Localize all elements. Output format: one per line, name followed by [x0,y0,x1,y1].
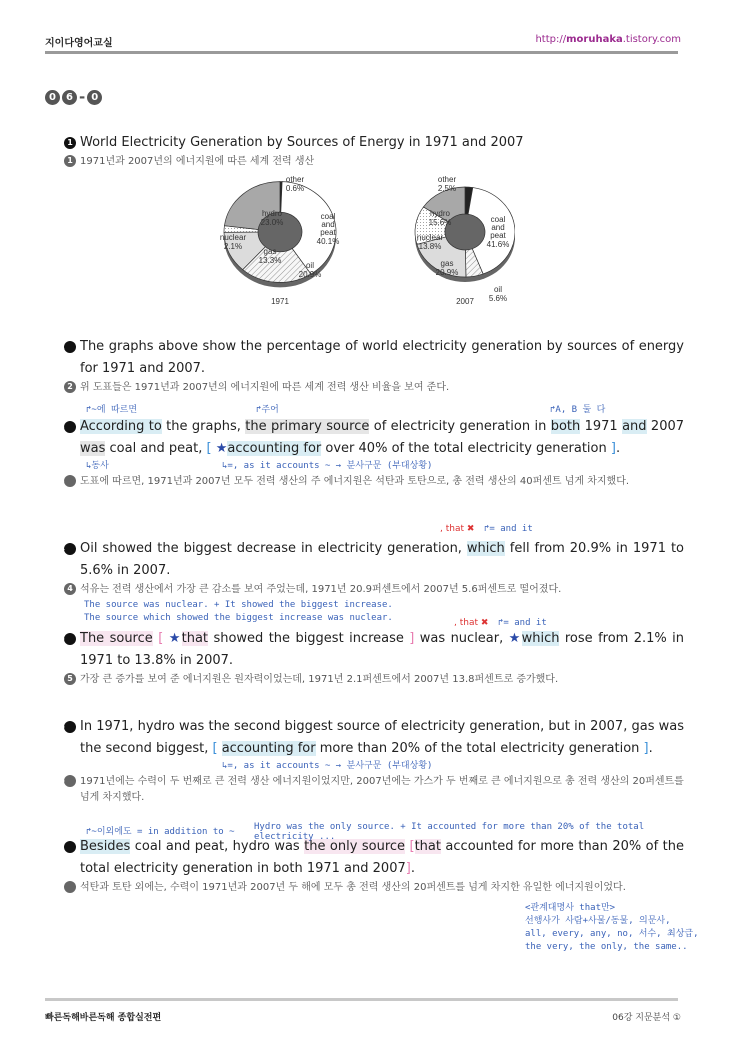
text: more than 20% of the total electricity generation [315,741,644,756]
item-6-ko-text: 1971년에는 수력이 두 번째로 큰 전력 생산 에너지원이었지만, 2007년에는 가스가 두 번째로 큰 에너지원으로 총 전력 생산의 20퍼센트를 넘게 차지했다. [80,776,684,803]
label-gas: gas [263,247,277,256]
label-nuclear-value: 2.1% [223,242,243,251]
item-2-text: The graphs above show the percentage of world electricity generation by sources of energy for 1971 and 2007. [80,339,684,376]
label-oil: oil [493,285,503,294]
star-icon: ★ [168,631,182,646]
item-3 [59,402,685,490]
text: In 1971, hydro was the second biggest source of electricity generation, but in 2007, gas was the second biggest, [80,719,684,756]
item-number: 6 [64,721,76,733]
text: coal and peat, [105,441,207,456]
item-number: 4 [64,543,76,555]
item-3-annotations-bottom [64,460,684,474]
section-id [45,88,102,106]
note-line: <관계대명사 that만> [525,903,616,913]
item-4-ko-text: 석유는 전력 생산에서 가장 큰 감소를 보여 주었는데, 1971년 20.9퍼센트에서 2007년 5.6퍼센트로 떨어졌다. [80,584,562,595]
item-number: 1 [64,155,76,167]
annotation-red: , that ✖ [440,524,475,534]
highlight: Besides [80,839,131,854]
label-coal: peat [320,228,336,237]
label-other-value: 0.6% [285,184,305,193]
annotation-line: The source was nuclear. + It showed the biggest increase. [84,600,393,610]
label-nuclear-value: 13.8% [418,242,442,251]
chart-year-2007: 2007 [456,297,474,306]
note-line: the very, the only, the same.. [525,942,688,952]
label-oil-value: 5.6% [488,294,508,303]
item-2 [59,336,684,396]
text: rose from 2.1% in 1971 to 13.8% in 2007. [80,631,685,668]
label-other: other [437,175,457,184]
item-2-english [59,336,684,380]
item-7-english [59,836,684,880]
annotation: ↱= and it [498,618,547,628]
highlight-verb: was [80,441,106,456]
item-6 [59,716,684,806]
item-number: 1 [64,137,76,149]
annotation: ↳동사 [86,461,109,471]
footer-page-info: 06강 지문분석 ① [612,1013,681,1023]
header-divider [45,51,678,54]
item-3-english [59,416,685,460]
bracket-close: ] [643,741,649,756]
star-icon: ★ [215,441,228,456]
text: fell from 20.9% in 1971 to 5.6% in 2007. [80,541,684,578]
text: . [410,861,415,876]
footer-divider [45,998,678,1001]
bracket-open: [ [409,839,415,854]
text: over 40% of the total electricity generation [321,441,611,456]
text: 2007 [646,419,685,434]
label-nuclear: nuclear [416,233,444,242]
text: accounted for more than 20% of the total electricity generation in both 1971 and 2007 [80,839,684,876]
item-1 [64,132,684,170]
item-5-annotations [64,600,684,628]
annotation: Hydro was the only source. + It accounted for more than 20% of the total electricity ... [254,822,645,842]
highlight: the only source [304,839,406,854]
bracket-open: [ [158,631,164,646]
pie-charts [215,170,515,310]
text: 1971 [580,419,623,434]
item-5-korean [64,672,684,688]
section-digit-1: 0 [45,90,60,105]
item-number: 2 [64,341,76,353]
item-number: 3 [64,421,76,433]
text: was nuclear, [414,631,509,646]
label-gas-value: 13.3% [258,256,282,265]
highlight: that [414,839,441,854]
label-other-value: 2.5% [437,184,457,193]
bracket-open: [ [206,441,212,456]
item-7-korean [59,880,684,896]
item-2-ko-text: 위 도표들은 1971년과 2007년의 에너지원에 따른 세계 전력 생산 비율을 보여 준다. [80,382,450,393]
label-gas-value: 20.9% [435,268,459,277]
highlight: accounting for [221,741,316,756]
item-number: 2 [64,381,76,393]
item-6-english [59,716,684,760]
item-7-ko-text: 석탄과 토탄 외에는, 수력이 1971년과 2007년 두 해에 모두 총 전력 생산의 20퍼센트를 넘게 차지한 유일한 에너지원이었다. [80,882,626,893]
item-number: 7 [64,881,76,893]
item-7-annotations-top [64,820,684,842]
url-prefix: http:// [535,34,567,45]
label-coal-value: 40.1% [316,237,340,246]
star-icon: ★ [508,631,522,646]
annotation: ↳=, as it accounts ~ → 분사구문 (부대상황) [222,761,433,771]
item-number: 5 [64,633,76,645]
bracket-close: ] [405,861,411,876]
highlight: The source [80,631,153,646]
highlight: which [521,631,560,646]
text: the graphs, [161,419,246,434]
label-nuclear: nuclear [219,233,247,242]
annotation-red: , that ✖ [454,618,489,628]
item-5 [59,600,685,688]
text: Oil showed the biggest decrease in electricity generation, [80,541,467,556]
label-coal: and [491,223,505,232]
section-digit-3: 0 [87,90,102,105]
item-number: 6 [64,775,76,787]
footer-book-title: 빠른독해바른독해 종합실전편 [45,1013,162,1023]
annotation: ↱주어 [256,405,279,415]
label-oil: oil [305,261,315,270]
text: showed the biggest increase [208,631,404,646]
item-6-annotations-bottom [64,760,684,774]
label-coal: peat [490,231,506,240]
annotation: ↱A, B 둘 다 [550,405,606,415]
bracket-close: ] [409,631,415,646]
header-title: 지이다영어교실 [45,38,113,49]
item-3-annotations-top [64,402,684,416]
label-coal-value: 41.6% [486,240,510,249]
label-coal: and [321,220,335,229]
pie-chart-1971 [220,175,339,306]
header-url[interactable] [535,34,681,45]
label-hydro: hydro [261,209,283,218]
highlight-subject: the primary source [245,419,370,434]
item-1-korean [64,154,684,170]
label-other: other [285,175,305,184]
item-5-ko-text: 가장 큰 증가를 보여 준 에너지원은 원자력이었는데, 1971년 2.1퍼센트에서 2007년 13.8퍼센트로 증가했다. [80,674,559,685]
item-7 [59,820,684,896]
label-hydro: hydro [429,209,451,218]
highlight: accounting for [227,441,322,456]
section-digit-2: 6 [62,90,77,105]
section-dash: - [79,88,86,106]
item-5-english [59,628,685,672]
item-1-ko-text: 1971년과 2007년의 에너지원에 따른 세계 전력 생산 [80,156,315,167]
item-4 [59,522,684,598]
item-1-text: World Electricity Generation by Sources of Energy in 1971 and 2007 [80,135,524,150]
highlight: According to [80,419,162,434]
text: coal and peat, hydro was [130,839,305,854]
label-hydro-value: 15.6% [428,218,452,227]
text: . [648,741,653,756]
highlight: that [181,631,209,646]
item-3-ko-text: 도표에 따르면, 1971년과 2007년 모두 전력 생산의 주 에너지원은 석탄과 토탄으로, 총 전력 생산의 40퍼센트 넘게 차지했다. [80,476,630,487]
annotation: ↱~이외에도 = in addition to ~ [86,827,235,837]
url-domain: moruhaka [566,34,623,45]
label-hydro-value: 23.0% [260,218,284,227]
text: of electricity generation in [369,419,551,434]
chart-year-1971: 1971 [271,297,289,306]
label-oil-value: 20.9% [298,270,322,279]
item-2-korean [64,380,684,396]
bracket-close: ] [610,441,616,456]
item-4-english [59,538,684,582]
item-number: 3 [64,475,76,487]
highlight: which [466,541,505,556]
item-number: 5 [64,673,76,685]
item-3-korean [59,474,684,490]
item-6-korean [59,774,684,806]
grammar-note [525,902,699,954]
highlight: and [622,419,647,434]
note-line: all, every, any, no, 서수, 최상급, [525,929,699,939]
label-coal: coal [320,212,336,221]
item-number: 7 [64,841,76,853]
label-gas: gas [440,259,454,268]
text: . [615,441,621,456]
highlight: both [550,419,581,434]
annotation: ↱~에 따르면 [86,405,138,415]
item-1-english [64,132,684,154]
url-suffix: .tistory.com [622,34,681,45]
annotation: ↱= and it [484,524,533,534]
label-coal: coal [490,215,506,224]
item-4-korean [64,582,684,598]
bracket-open: [ [212,741,218,756]
annotation-line: The source which showed the biggest increase was nuclear. [84,613,393,623]
item-number: 4 [64,583,76,595]
note-line: 선행사가 사람+사물/동물, 의문사, [525,916,671,926]
item-4-annotations-top [64,522,684,538]
pie-chart-2007 [415,175,515,306]
annotation: ↳=, as it accounts ~ → 분사구문 (부대상황) [222,461,433,471]
